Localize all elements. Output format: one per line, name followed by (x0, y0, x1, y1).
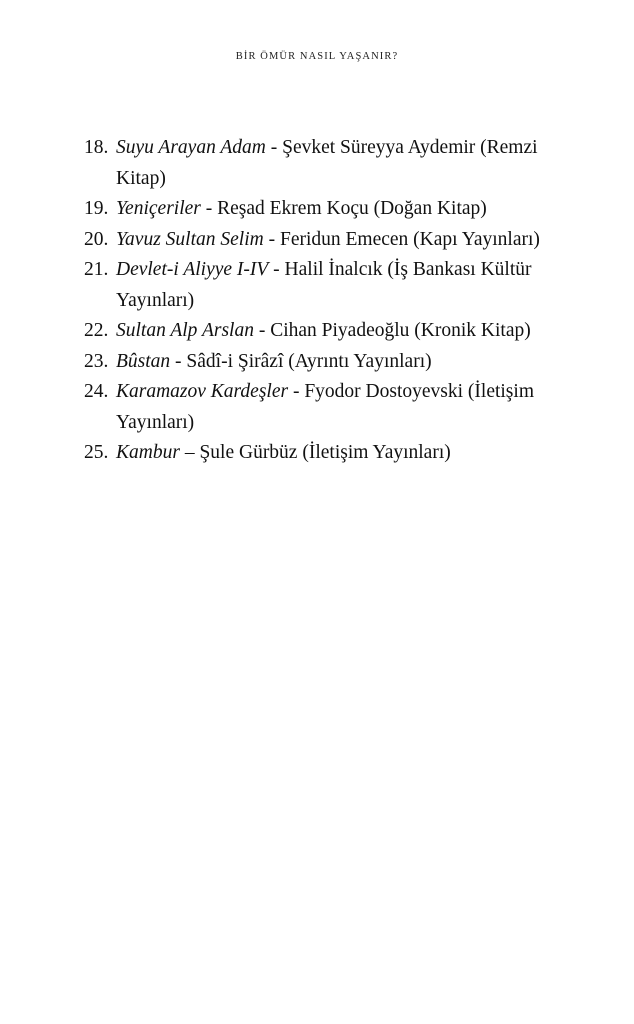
author-publisher: Reşad Ekrem Koçu (Doğan Kitap) (217, 198, 487, 219)
item-number: 24. (84, 381, 109, 402)
running-header: BİR ÖMÜR NASIL YAŞANIR? (235, 51, 399, 62)
list-item (84, 194, 584, 225)
separator: - (265, 137, 283, 158)
list-item (84, 377, 584, 438)
list-item (84, 225, 584, 256)
book-title: Kambur (116, 442, 180, 463)
separator: - (288, 381, 305, 402)
book-title: Yavuz Sultan Selim (116, 228, 264, 250)
book-title: Sultan Alp Arslan (116, 320, 254, 341)
list-item (84, 347, 584, 378)
book-title: Suyu Arayan Adam (116, 137, 266, 158)
item-number: 21. (84, 259, 109, 280)
item-number: 25. (84, 442, 109, 463)
separator: - (268, 259, 285, 280)
author-publisher: Sâdî-i Şirâzî (Ayrıntı Yayınları) (186, 350, 432, 372)
item-number: 18. (84, 137, 109, 158)
book-title: Bûstan (116, 350, 171, 372)
separator: - (253, 320, 271, 341)
book-title: Karamazov Kardeşler (116, 381, 289, 402)
separator: - (170, 350, 187, 372)
author-publisher: Şevket Süreyya Aydemir (Remzi Kitap) (116, 137, 538, 189)
book-title: Devlet-i Aliyye I-IV (116, 259, 269, 280)
item-number: 23. (84, 350, 109, 372)
author-publisher: Fyodor Dostoyevski (İletişim Yayınları) (116, 381, 534, 433)
separator: – (179, 442, 200, 463)
separator: - (200, 198, 218, 219)
book-list (84, 133, 584, 469)
item-number: 19. (84, 198, 109, 219)
list-item (84, 133, 584, 194)
book-title: Yeniçeriler (116, 198, 201, 219)
item-number: 20. (84, 228, 109, 250)
separator: - (263, 228, 280, 250)
list-item (84, 438, 584, 469)
list-item (84, 316, 584, 347)
item-number: 22. (84, 320, 109, 341)
author-publisher: Feridun Emecen (Kapı Yayınları) (279, 228, 540, 250)
author-publisher: Halil İnalcık (İş Bankası Kültür Yayınları) (116, 259, 532, 311)
author-publisher: Şule Gürbüz (İletişim Yayınları) (199, 442, 451, 463)
author-publisher: Cihan Piyadeoğlu (Kronik Kitap) (270, 320, 531, 341)
list-item (84, 255, 584, 316)
